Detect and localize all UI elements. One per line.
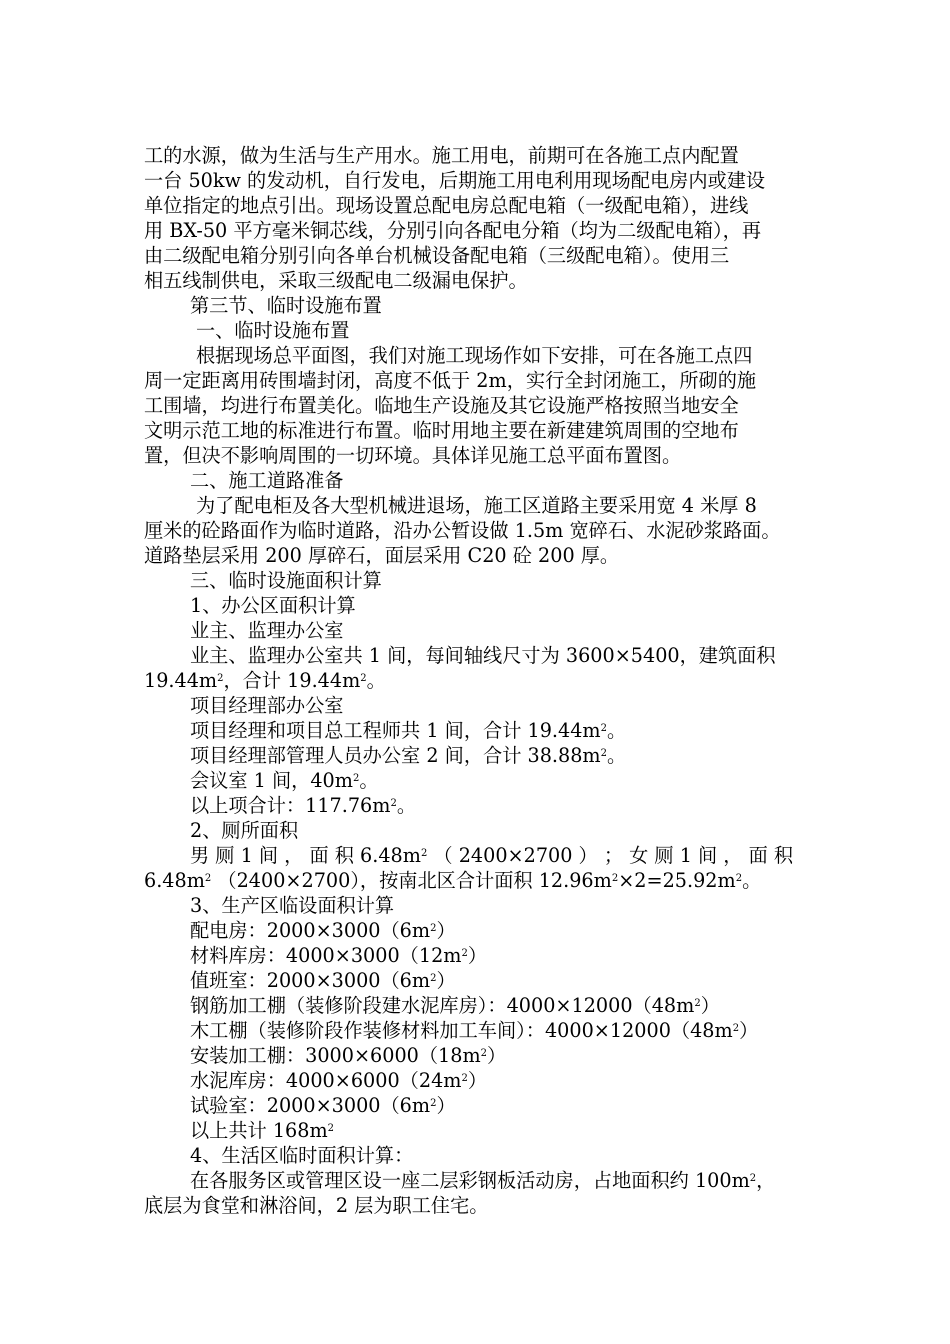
text-run: 安装加工棚：3000×6000（18m bbox=[190, 1044, 481, 1067]
toilet-line-1 bbox=[144, 843, 844, 868]
superscript: 2 bbox=[611, 873, 619, 884]
text-line: 道路垫层采用 200 厚碎石，面层采用 C20 砼 200 厚。 bbox=[144, 544, 620, 567]
text-run: 以上项合计：117.76m bbox=[190, 794, 391, 817]
owner-office-text: 业主、监理办公室共 1 间，每间轴线尺寸为 3600×5400，建筑面积 bbox=[190, 644, 776, 667]
text-run: 值班室：2000×3000（6m bbox=[190, 969, 431, 992]
text-line: 由二级配电箱分别引向各单台机械设备配电箱（三级配电箱）。使用三 bbox=[144, 244, 730, 267]
production-item bbox=[144, 1093, 844, 1118]
subsection-heading-2: 二、施工道路准备 bbox=[190, 469, 344, 492]
text-run: ×2=25.92m bbox=[618, 869, 736, 892]
subsection-heading-1: 一、临时设施布置 bbox=[196, 319, 350, 342]
text-run: （ 2400×2700 ） ； 女 厕 1 间 ， 面 积 bbox=[427, 844, 794, 867]
text-line: 用 BX-50 平方毫米铜芯线，分别引向各配电分箱（均为二级配电箱），再 bbox=[144, 219, 762, 242]
superscript: 2 bbox=[327, 1123, 335, 1134]
text-run: 。 bbox=[366, 669, 386, 692]
text-run: ， bbox=[756, 1169, 776, 1192]
text-line: 工的水源，做为生活与生产用水。施工用电，前期可在各施工点内配置 bbox=[144, 144, 739, 167]
text-line: 置，但决不影响周围的一切环境。具体详见施工总平面布置图。 bbox=[144, 444, 682, 467]
text-run: ） bbox=[700, 994, 720, 1017]
text-run: 。 bbox=[396, 794, 417, 817]
superscript: 2 bbox=[420, 848, 428, 859]
production-item bbox=[144, 943, 844, 968]
text-run: 。 bbox=[359, 769, 379, 792]
toilet-line-2 bbox=[144, 868, 844, 893]
document-page bbox=[144, 143, 844, 1218]
pm-office-line-1 bbox=[144, 718, 844, 743]
text-run: （2400×2700），按南北区合计面积 12.96m bbox=[211, 869, 612, 892]
text-line: 厘米的砼路面作为临时道路，沿办公暂设做 1.5m 宽碎石、水泥砂浆路面。 bbox=[144, 519, 781, 542]
superscript: 2 bbox=[600, 723, 608, 734]
pm-office-line-2 bbox=[144, 743, 844, 768]
text-run: 木工棚（装修阶段作装修材料加工车间）：4000×12000（48m bbox=[190, 1019, 733, 1042]
superscript: 2 bbox=[352, 773, 360, 784]
paragraph-temporary-facilities bbox=[144, 343, 844, 468]
superscript: 2 bbox=[430, 1098, 437, 1109]
owner-office-total bbox=[144, 668, 844, 693]
superscript: 2 bbox=[204, 873, 212, 884]
text-run: 项目经理和项目总工程师共 1 间，合计 19.44m bbox=[190, 719, 601, 742]
text-run: 配电房：2000×3000（6m bbox=[190, 919, 431, 942]
superscript: 2 bbox=[360, 673, 367, 684]
text-run: 会议室 1 间，40m bbox=[190, 769, 353, 792]
superscript: 2 bbox=[217, 673, 224, 684]
subsection-heading-3: 三、临时设施面积计算 bbox=[190, 569, 382, 592]
production-item bbox=[144, 993, 844, 1018]
text-run: ） bbox=[487, 1044, 507, 1067]
office-total-line bbox=[144, 793, 844, 818]
text-run: 。 bbox=[607, 719, 627, 742]
text-run: ） bbox=[436, 1094, 456, 1117]
superscript: 2 bbox=[732, 1023, 740, 1034]
superscript: 2 bbox=[694, 998, 701, 1009]
text-run: ，合计 19.44m bbox=[223, 669, 361, 692]
living-line-2: 底层为食堂和淋浴间，2 层为职工住宅。 bbox=[144, 1194, 489, 1217]
office-area-heading: 1、办公区面积计算 bbox=[190, 594, 356, 617]
production-item bbox=[144, 1018, 844, 1043]
text-run: 男 厕 1 间 ， 面 积 6.48m bbox=[190, 844, 421, 867]
paragraph-roads bbox=[144, 493, 844, 568]
superscript: 2 bbox=[749, 1173, 757, 1184]
text-run: ） bbox=[436, 969, 456, 992]
living-area-heading: 4、生活区临时面积计算： bbox=[190, 1144, 414, 1167]
text-run: ） bbox=[739, 1019, 759, 1042]
text-line: 一台 50kw 的发动机，自行发电，后期施工用电利用现场配电房内或建设 bbox=[144, 169, 766, 192]
text-run: 在各服务区或管理区设一座二层彩钢板活动房，占地面积约 100m bbox=[190, 1169, 750, 1192]
text-run: 材料库房：4000×3000（12m bbox=[190, 944, 462, 967]
text-run: ） bbox=[436, 919, 456, 942]
text-line: 工围墙，均进行布置美化。临地生产设施及其它设施严格按照当地安全 bbox=[144, 394, 739, 417]
meeting-room-line bbox=[144, 768, 844, 793]
superscript: 2 bbox=[480, 1048, 488, 1059]
production-item bbox=[144, 918, 844, 943]
text-line: 根据现场总平面图，我们对施工现场作如下安排，可在各施工点四 bbox=[196, 344, 753, 367]
superscript: 2 bbox=[430, 923, 437, 934]
text-run: 6.48m bbox=[144, 869, 205, 892]
superscript: 2 bbox=[461, 1073, 468, 1084]
superscript: 2 bbox=[430, 973, 437, 984]
pm-office-title: 项目经理部办公室 bbox=[190, 694, 344, 717]
owner-office-title: 业主、监理办公室 bbox=[190, 619, 344, 642]
text-run: 19.44m bbox=[144, 669, 218, 692]
production-item bbox=[144, 968, 844, 993]
production-area-heading: 3、生产区临设面积计算 bbox=[190, 894, 395, 917]
toilet-area-heading: 2、厕所面积 bbox=[190, 819, 299, 842]
superscript: 2 bbox=[461, 948, 468, 959]
text-run: 钢筋加工棚（装修阶段建水泥库房）：4000×12000（48m bbox=[190, 994, 695, 1017]
text-line: 单位指定的地点引出。现场设置总配电房总配电箱（一级配电箱），进线 bbox=[144, 194, 749, 217]
text-run: 。 bbox=[742, 869, 762, 892]
production-item bbox=[144, 1068, 844, 1093]
text-line: 相五线制供电，采取三级配电二级漏电保护。 bbox=[144, 269, 528, 292]
paragraph-power-supply bbox=[144, 143, 844, 293]
text-line: 周一定距离用砖围墙封闭，高度不低于 2m，实行全封闭施工，所砌的施 bbox=[144, 369, 757, 392]
section-heading: 第三节、临时设施布置 bbox=[190, 294, 382, 317]
text-line: 为了配电柜及各大型机械进退场，施工区道路主要采用宽 4 米厚 8 bbox=[196, 494, 757, 517]
production-item bbox=[144, 1043, 844, 1068]
text-run: ） bbox=[467, 1069, 488, 1092]
production-total-line bbox=[144, 1118, 844, 1143]
text-run: 以上共计 168m bbox=[190, 1119, 328, 1142]
superscript: 2 bbox=[600, 748, 608, 759]
text-run: 项目经理部管理人员办公室 2 间，合计 38.88m bbox=[190, 744, 601, 767]
living-line-1 bbox=[144, 1168, 844, 1193]
superscript: 2 bbox=[390, 798, 397, 809]
text-run: 水泥库房：4000×6000（24m bbox=[190, 1069, 462, 1092]
text-run: ） bbox=[467, 944, 488, 967]
text-run: 试验室：2000×3000（6m bbox=[190, 1094, 431, 1117]
superscript: 2 bbox=[735, 873, 743, 884]
text-run: 。 bbox=[607, 744, 627, 767]
text-line: 文明示范工地的标准进行布置。临时用地主要在新建建筑周围的空地布 bbox=[144, 419, 739, 442]
